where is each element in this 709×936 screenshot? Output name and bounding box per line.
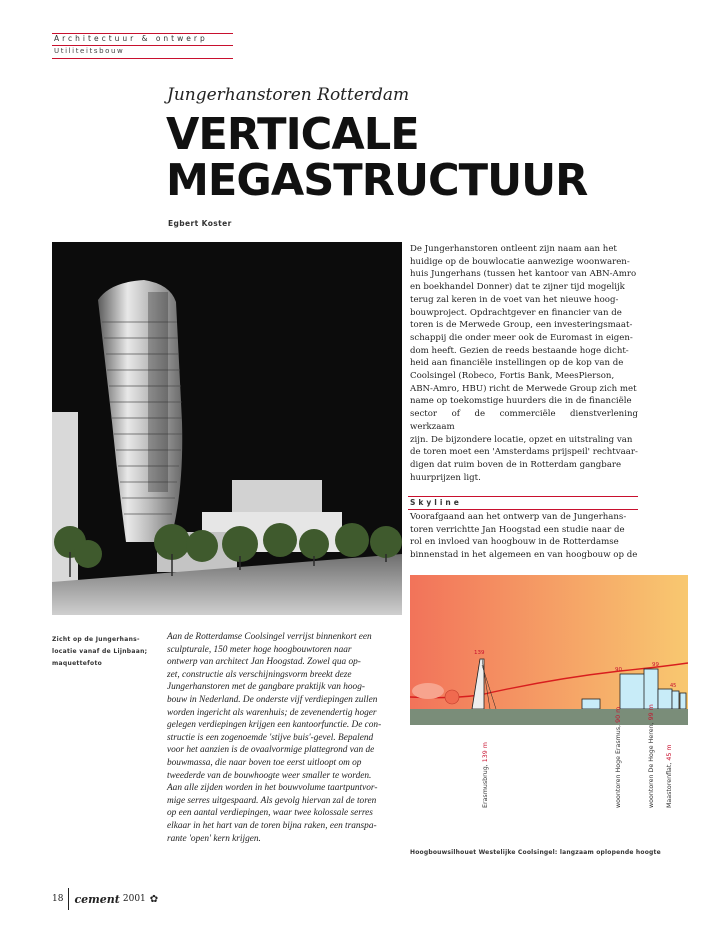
page-number: 18 <box>52 894 64 904</box>
body-paragraph <box>410 243 638 484</box>
body-line: Coolsingel (Robeco, Fortis Bank, MeesPierson, <box>410 371 615 382</box>
body-line: terug zal keren in de voet van het nieuwe hoog- <box>410 294 619 305</box>
article-title <box>166 109 636 206</box>
intro-line: Jungerhanstoren met de gangbare praktijk van hoog- <box>167 682 365 693</box>
flower-icon: ✿ <box>149 893 159 905</box>
intro-line: rante 'open' kern krijgen. <box>167 833 261 844</box>
magazine-year: 2001 <box>122 894 146 904</box>
footer-divider <box>68 888 69 910</box>
chart-caption: Hoogbouwsilhouet Westelijke Coolsingel: langzaam oplopende hoogte <box>410 849 661 856</box>
body-line: huurprijzen ligt. <box>410 472 481 483</box>
skyline-line: binnenstad in het algemeen en van hoogbouw op de <box>410 550 638 561</box>
label-erasmusbrug: Erasmusbrug, 139 m <box>482 742 489 808</box>
magazine-brand: cement <box>74 892 120 906</box>
intro-line: elkaar in het hart van de toren bijna raken, een transpa- <box>167 820 377 831</box>
intro-line: sculpturale, 150 meter hoge hoogbouwtoren naar <box>167 644 352 655</box>
body-line: sector of de commerciële dienstverlening werkzaam <box>410 409 638 432</box>
photo-caption-line: maquettefoto <box>52 660 103 667</box>
model-photo <box>52 242 402 615</box>
label-hoge-erasmus: woontoren Hoge Erasmus, 90 m <box>615 706 622 808</box>
intro-line: mige serres uitgespaard. Als gevolg hiervan zal de toren <box>167 795 377 806</box>
body-line: schappij die onder meer ook de Euromast in eigen- <box>410 332 633 343</box>
skyline-rule-top <box>408 496 638 497</box>
erasmusbrug-dot <box>445 690 459 704</box>
intro-line: Aan alle zijden worden in het bouwvolume taartpuntvor- <box>167 783 378 794</box>
label-maastorenflat: Maastorenflat, 45 m <box>666 744 673 808</box>
body-line: de toren moet een 'Amsterdams prijspeil' rechtvaar- <box>410 447 638 458</box>
body-line: ABN-Amro, HBU) richt de Merwede Group zich met <box>410 383 637 394</box>
skyline-rule-bottom <box>408 509 638 510</box>
photo-caption-line: locatie vanaf de Lijnbaan; <box>52 648 148 655</box>
intro-line: Aan de Rotterdamse Coolsingel verrijst binnenkort een <box>167 632 372 642</box>
intro-line: worden ingericht als warenhuis; de zevenendertig hoger <box>167 707 377 718</box>
section-label: Architectuur & ontwerp <box>54 34 208 43</box>
label-hoge-heren: woontoren De Hoge Heren, 99 m <box>648 704 655 808</box>
body-line: huidige op de bouwlocatie aanwezige woonwaren- <box>410 256 630 267</box>
skyline-paragraph <box>410 511 638 562</box>
body-line: toren is de Merwede Group, een investeringsmaat- <box>410 320 633 331</box>
intro-line: tweederde van de bouwhoogte weer smaller te worden. <box>167 770 372 781</box>
erasmusbrug-glow <box>412 683 444 699</box>
body-line: heid aan financiële instellingen op de kop van de <box>410 358 624 369</box>
body-line: zijn. De bijzondere locatie, opzet en uitstraling van <box>410 434 633 445</box>
body-line: bouwproject. Opdrachtgever en financier van de <box>410 307 622 318</box>
marker-99: 99 <box>652 662 659 668</box>
building-hoge-heren <box>644 669 658 709</box>
marker-45: 45 <box>670 683 677 689</box>
page-footer <box>52 888 158 910</box>
photo-caption-line: Zicht op de Jungerhans- <box>52 636 140 643</box>
intro-line: zet, constructie als verschijningsvorm breekt deze <box>167 669 352 680</box>
photo-caption <box>52 634 162 670</box>
intro-line: bouw in Nederland. De onderste vijf verdiepingen zullen <box>167 694 378 705</box>
intro-line: gelegen verdiepingen krijgen een kantoorfunctie. De con- <box>167 720 382 731</box>
building-maastorenflat <box>672 691 679 709</box>
skyline-diagram <box>410 575 688 725</box>
body-line: dom heeft. Gezien de reeds bestaande hoge dicht- <box>410 345 629 356</box>
body-line: digen dat ruim boven de in Rotterdam gangbare <box>410 459 622 470</box>
title-line-2: MEGASTRUCTUUR <box>166 155 588 206</box>
building-extra <box>680 693 686 709</box>
intro-line: voor het aanzien is de ovaalvormige plattegrond van de <box>167 745 375 756</box>
intro-paragraph <box>167 631 395 845</box>
skyline-line: rol en invloed van hoogbouw in de Rotterdamse <box>410 537 619 548</box>
title-line-1: VERTICALE <box>166 109 419 160</box>
building-small <box>582 699 600 709</box>
ground-strip <box>410 709 688 725</box>
intro-line: ontwerp van architect Jan Hoogstad. Zowel qua op- <box>167 657 361 668</box>
marker-139: 139 <box>474 650 485 656</box>
marker-90: 90 <box>615 667 622 673</box>
skyline-heading: Skyline <box>410 498 462 507</box>
intro-line: op een aantal verdiepingen, waar twee kolossale serres <box>167 808 373 819</box>
body-line: De Jungerhanstoren ontleent zijn naam aan het <box>410 244 617 254</box>
body-line: en boekhandel Donner) dat te zijner tijd mogelijk <box>410 282 625 293</box>
article-kicker: Jungerhanstoren Rotterdam <box>167 85 410 105</box>
skyline-line: Voorafgaand aan het ontwerp van de Jungerhans- <box>410 512 627 522</box>
article-author: Egbert Koster <box>168 219 232 228</box>
body-line: huis Jungerhans (tussen het kantoor van ABN-Amro <box>410 269 637 280</box>
intro-line: structie is een zogenoemde 'stijve buis'-gevel. Bepalend <box>167 732 374 743</box>
header-rule-middle <box>52 45 233 46</box>
body-line: name op toekomstige huurders die in de financiële <box>410 396 632 407</box>
intro-line: bouwmassa, die naar boven toe eerst uitloopt om op <box>167 757 362 768</box>
header-rule-bottom <box>52 58 233 59</box>
skyline-line: toren verrichtte Jan Hoogstad een studie naar de <box>410 524 625 535</box>
building-hoge-heren-low <box>658 689 672 709</box>
subsection-label: Utiliteitsbouw <box>54 47 125 55</box>
